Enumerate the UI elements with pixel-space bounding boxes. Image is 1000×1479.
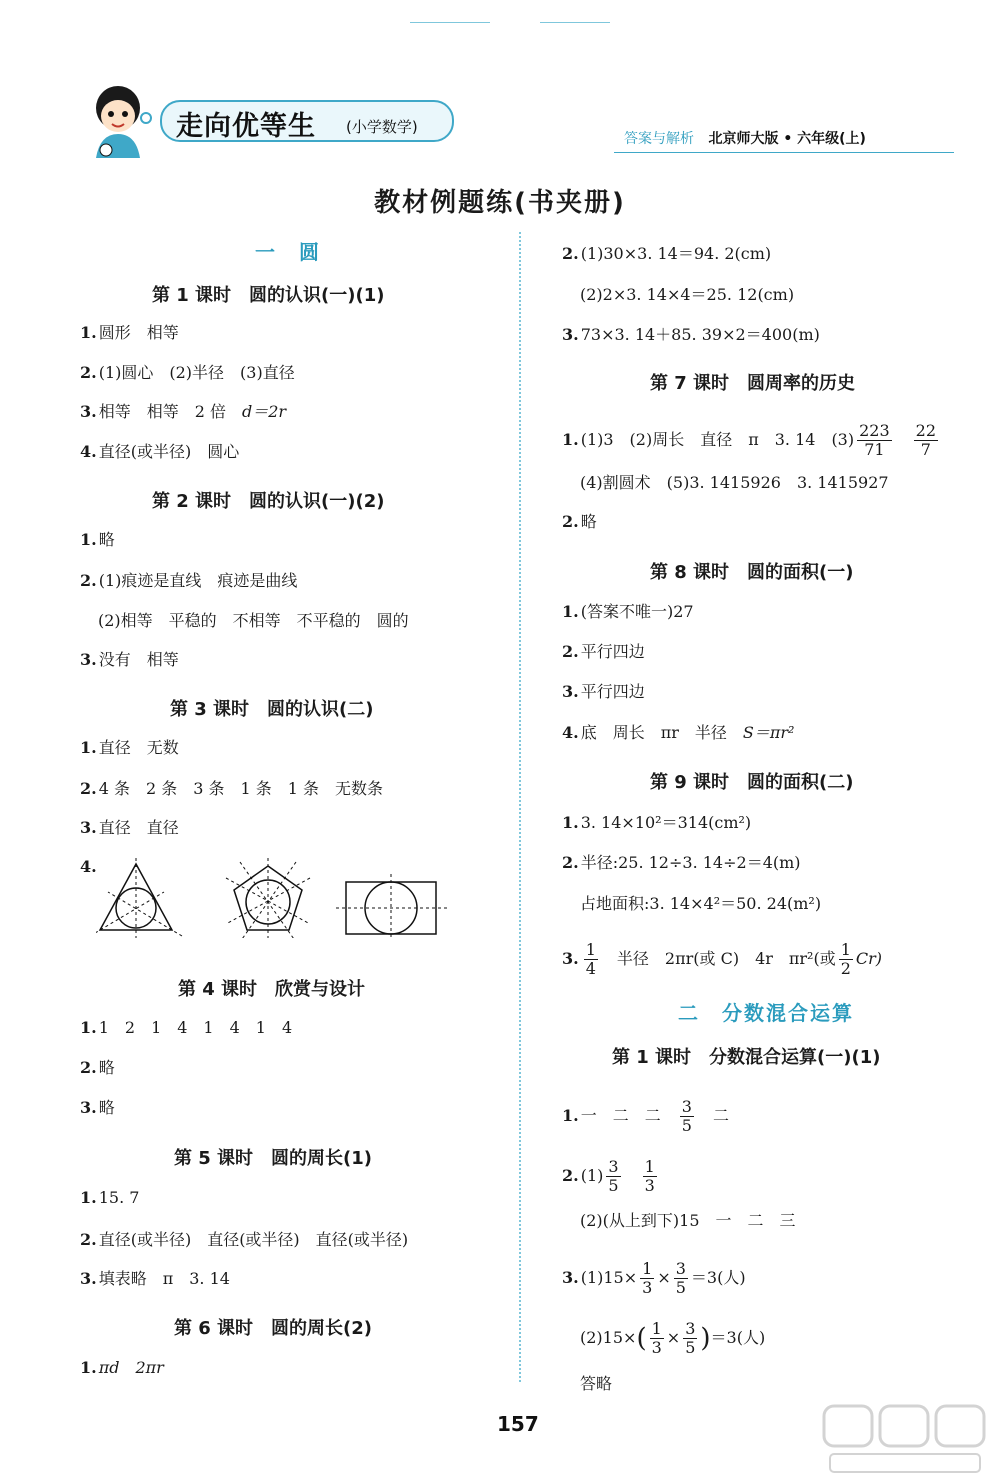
answer-text: 一 二 二 [580, 1106, 661, 1125]
numerator: 223 [859, 421, 890, 440]
q-number: 1. [562, 813, 579, 832]
answer-text: (2)15× [580, 1328, 637, 1347]
lesson-title: 第 3 课时 圆的认识(二) [170, 699, 374, 720]
q-number: 2. [562, 244, 579, 263]
header-edition [624, 128, 866, 148]
answer-line [562, 681, 645, 703]
lesson-title: 第 9 课时 圆的面积(二) [650, 772, 854, 793]
answer-text: ＝3(人) [690, 1268, 746, 1287]
denominator: 2 [840, 959, 851, 978]
answer-text: 直径(或半径) 圆心 [98, 442, 240, 461]
q-number: 3. [80, 1098, 97, 1117]
q-number: 1. [562, 602, 579, 621]
q-number: 1. [80, 738, 97, 757]
answer-text: 略 [98, 1058, 115, 1077]
fraction [683, 1320, 697, 1357]
brand-subtitle: (小学数学) [346, 118, 418, 136]
answer-text: 半径:25. 12÷3. 14÷2＝4(m) [580, 853, 801, 872]
q-number: 2. [562, 642, 579, 661]
denominator: 71 [864, 440, 885, 459]
answer-text: 半径 2πr(或 C) 4r πr²(或 [616, 949, 836, 968]
answer-text: (2)(从上到下)15 一 二 三 [580, 1211, 796, 1230]
brand-title: 走向优等生 [176, 111, 316, 142]
answer-text: (2)相等 平稳的 不相等 不平稳的 圆的 [98, 611, 409, 630]
footer-rule-right [540, 22, 610, 23]
denominator: 4 [585, 959, 596, 978]
fraction [914, 422, 938, 459]
column-divider [519, 232, 521, 1382]
brand-banner [160, 100, 454, 142]
paren-open: ( [636, 1323, 647, 1354]
fraction [650, 1320, 664, 1357]
answer-line [562, 1158, 660, 1195]
numerator: 3 [608, 1157, 619, 1176]
formula: d＝2r [241, 402, 287, 421]
answer-line [562, 422, 941, 459]
answer-text: (2)2×3. 14×4＝25. 12(cm) [580, 285, 795, 304]
q-number: 2. [562, 853, 579, 872]
q-number: 1. [80, 1188, 97, 1207]
formula: Cr) [855, 949, 883, 968]
answer-line [580, 472, 889, 494]
answer-text: 平行四边 [580, 642, 645, 661]
q-number: 2. [80, 571, 97, 590]
answer-line [562, 601, 694, 623]
chapter-title: 二 分数混合运算 [678, 1001, 854, 1025]
answer-line [562, 243, 771, 265]
numerator: 1 [651, 1319, 662, 1338]
answer-line [98, 610, 409, 632]
answer-line [80, 778, 383, 800]
answer-text: 直径 直径 [98, 818, 179, 837]
q-number: 1. [562, 430, 579, 449]
lesson-title: 第 1 课时 圆的认识(一)(1) [152, 285, 385, 306]
answer-line [80, 737, 179, 759]
answer-text: 平行四边 [580, 682, 645, 701]
answer-line [80, 322, 179, 344]
page-header [60, 70, 1000, 170]
answer-line [580, 1373, 612, 1395]
answer-line [562, 852, 801, 874]
q-number: 3. [562, 1268, 579, 1287]
q-number: 4. [80, 857, 97, 876]
chapter-title: 一 圆 [255, 240, 321, 264]
answer-line: (2)15×( $\frac{1}{3}$ × $\frac{3}{5}$ )＝3(人) [580, 1319, 766, 1357]
q-number: 2. [80, 363, 97, 382]
answer-text: (1)30×3. 14＝94. 2(cm) [580, 244, 772, 263]
numerator: 1 [585, 940, 596, 959]
answer-line [80, 1097, 115, 1119]
answer-line [580, 1210, 796, 1232]
watermark-logo [820, 1400, 990, 1476]
numerator: 1 [644, 1157, 655, 1176]
answer-text: 直径 无数 [98, 738, 179, 757]
answer-line [580, 893, 821, 915]
answer-text: (1)3 (2)周长 直径 π 3. 14 (3) [580, 430, 855, 449]
q-number: 1. [562, 1106, 579, 1125]
q-number: 4. [80, 442, 97, 461]
numerator: 1 [642, 1259, 653, 1278]
denominator: 5 [685, 1338, 696, 1357]
answers-label: 答案与解析 [624, 131, 694, 147]
answer-text: (4)割圆术 (5)3. 1415926 3. 1415927 [580, 473, 889, 492]
answer-text: ＝3(人) [710, 1328, 766, 1347]
q-number: 2. [562, 1166, 579, 1185]
answer-text: 底 周长 πr 半径 [580, 723, 743, 742]
answer-line [562, 324, 820, 346]
q-number: 3. [562, 949, 579, 968]
answer-line [80, 1057, 115, 1079]
answer-line: 3. (1)15× $\frac{1}{3}$ × $\frac{3}{5}$ ＝3(人) [562, 1259, 746, 1297]
fraction [584, 941, 598, 978]
answer-text: 占地面积:3. 14×4²＝50. 24(m²) [580, 894, 822, 913]
answer-text: πd 2πr [98, 1358, 164, 1377]
q-number: 3. [80, 650, 97, 669]
q-number: 1. [80, 1358, 97, 1377]
paren-close: ) [700, 1323, 711, 1354]
fraction [643, 1158, 657, 1195]
answer-text: (1) [580, 1166, 604, 1185]
answer-text: 略 [98, 1098, 115, 1117]
denominator: 7 [920, 440, 931, 459]
fraction [674, 1260, 688, 1297]
answer-line [80, 1357, 164, 1379]
lesson-title: 第 4 课时 欣赏与设计 [178, 979, 366, 1000]
answer-line [80, 401, 286, 423]
answer-text: 1 2 1 4 1 4 1 4 [98, 1018, 293, 1037]
answer-line [562, 812, 751, 834]
answer-line [562, 722, 794, 744]
answer-text: 3. 14×10²＝314(cm²) [580, 813, 752, 832]
answer-text: 没有 相等 [98, 650, 179, 669]
numerator: 1 [840, 940, 851, 959]
q-number: 2. [80, 779, 97, 798]
lesson-title: 第 2 课时 圆的认识(一)(2) [152, 491, 385, 512]
page-number: 157 [497, 1412, 539, 1436]
rectangle-figure [336, 874, 448, 938]
fraction [606, 1158, 620, 1195]
fraction [857, 422, 892, 459]
denominator: 3 [651, 1338, 662, 1357]
page-title: 教材例题练(书夹册) [374, 188, 626, 218]
q-number: 3. [562, 325, 579, 344]
lesson-title: 第 7 课时 圆周率的历史 [650, 373, 856, 394]
answer-text: (1)圆心 (2)半径 (3)直径 [98, 363, 295, 382]
fraction [640, 1260, 654, 1297]
q-number: 3. [80, 402, 97, 421]
q-number: 4. [562, 723, 579, 742]
answer-text: 73×3. 14＋85. 39×2＝400(m) [580, 325, 820, 344]
answer-line [80, 529, 115, 551]
answer-line [80, 362, 295, 384]
answer-line [80, 441, 239, 463]
answer-text: 圆形 相等 [98, 323, 179, 342]
header-rule [614, 152, 954, 153]
numerator: 3 [685, 1319, 696, 1338]
answer-line [562, 511, 597, 533]
answer-text: (1)15× [580, 1268, 638, 1287]
answer-text: 略 [98, 530, 115, 549]
answer-line [562, 1098, 729, 1135]
answer-line [80, 1229, 408, 1251]
symmetry-figures [96, 858, 456, 938]
answer-text: 相等 相等 2 倍 [98, 402, 242, 421]
answer-text: 略 [580, 512, 597, 531]
lesson-title: 第 6 课时 圆的周长(2) [174, 1318, 373, 1339]
q-number: 1. [80, 1018, 97, 1037]
q-number: 3. [80, 1269, 97, 1288]
pentagon-figure [226, 858, 310, 938]
formula: S＝πr² [742, 723, 795, 742]
answer-line [562, 941, 882, 978]
answer-line [80, 649, 179, 671]
answer-text: 直径(或半径) 直径(或半径) 直径(或半径) [98, 1230, 409, 1249]
footer-rule-left [410, 22, 490, 23]
answer-line [80, 1268, 230, 1290]
lesson-title: 第 8 课时 圆的面积(一) [650, 562, 854, 583]
answer-text: 15. 7 [98, 1188, 140, 1207]
answer-text: (1)痕迹是直线 痕迹是曲线 [98, 571, 298, 590]
q-number: 2. [80, 1058, 97, 1077]
denominator: 5 [675, 1278, 686, 1297]
answer-text: (答案不唯一)27 [580, 602, 694, 621]
answer-line [80, 1187, 139, 1209]
q-number: 1. [80, 323, 97, 342]
answer-line [580, 284, 794, 306]
denominator: 3 [644, 1176, 655, 1195]
edition-label: 北京师大版 • 六年级(上) [708, 131, 866, 147]
fraction [680, 1098, 694, 1135]
denominator: 3 [642, 1278, 653, 1297]
answer-text: 答略 [580, 1374, 613, 1393]
numerator: 22 [915, 421, 937, 440]
triangle-figure [96, 858, 182, 938]
numerator: 3 [681, 1097, 692, 1116]
numerator: 3 [675, 1259, 686, 1278]
mascot-logo [82, 78, 160, 158]
answer-text: 填表略 π 3. 14 [98, 1269, 230, 1288]
answer-text: 4 条 2 条 3 条 1 条 1 条 无数条 [98, 779, 384, 798]
fraction [839, 941, 853, 978]
answer-line [80, 570, 297, 592]
lesson-title: 第 1 课时 分数混合运算(一)(1) [612, 1047, 881, 1068]
answer-line [562, 641, 645, 663]
denominator: 5 [681, 1116, 692, 1135]
q-number: 2. [80, 1230, 97, 1249]
denominator: 5 [608, 1176, 619, 1195]
q-number: 2. [562, 512, 579, 531]
q-number: 3. [562, 682, 579, 701]
answer-text: 二 [712, 1106, 729, 1125]
lesson-title: 第 5 课时 圆的周长(1) [174, 1148, 373, 1169]
q-number: 3. [80, 818, 97, 837]
answer-line [80, 1017, 292, 1039]
q-number: 1. [80, 530, 97, 549]
answer-line [80, 817, 179, 839]
